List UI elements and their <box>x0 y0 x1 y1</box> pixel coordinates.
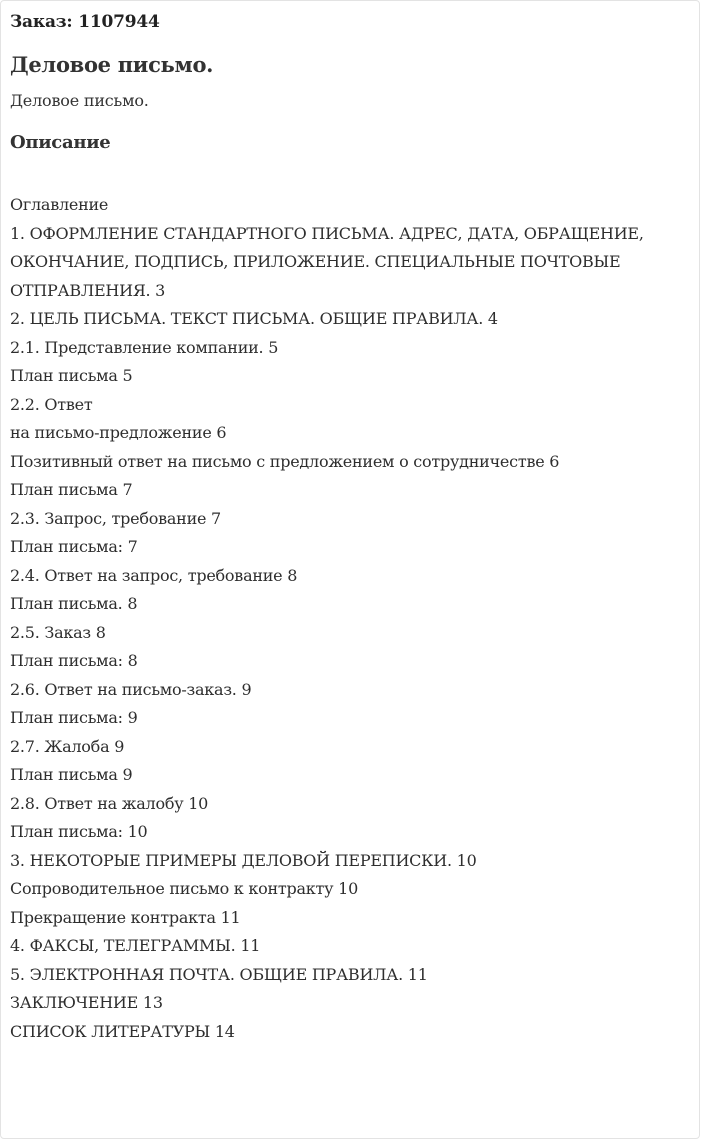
table-of-contents <box>10 191 690 1046</box>
toc-line: План письма: 7 <box>10 537 138 556</box>
toc-line: 2.5. Заказ 8 <box>10 622 106 642</box>
toc-line: План письма: 9 <box>10 708 138 727</box>
order-number: Заказ: 1107944 <box>10 12 160 32</box>
toc-line: на письмо-предложение 6 <box>10 423 227 442</box>
toc-line: 2.3. Запрос, требование 7 <box>10 508 221 528</box>
toc-line: 3. НЕКОТОРЫЕ ПРИМЕРЫ ДЕЛОВОЙ ПЕРЕПИСКИ. 10 <box>10 850 477 870</box>
toc-line: План письма 9 <box>10 765 133 784</box>
toc-line: 2.8. Ответ на жалобу 10 <box>10 793 209 813</box>
toc-line: Позитивный ответ на письмо с предложением о сотрудничестве 6 <box>10 451 560 471</box>
toc-line: План письма. 8 <box>10 594 138 613</box>
toc-heading: Оглавление <box>10 195 109 214</box>
toc-line: Сопроводительное письмо к контракту 10 <box>10 879 359 898</box>
toc-line: Прекращение контракта 11 <box>10 907 241 927</box>
document-subtitle: Деловое письмо. <box>10 91 149 110</box>
toc-line: План письма 7 <box>10 480 133 499</box>
document-title: Деловое письмо. <box>10 52 214 77</box>
toc-line: ЗАКЛЮЧЕНИЕ 13 <box>10 993 163 1012</box>
toc-line: План письма: 8 <box>10 651 138 670</box>
toc-line: СПИСОК ЛИТЕРАТУРЫ 14 <box>10 1021 235 1041</box>
toc-line: 5. ЭЛЕКТРОННАЯ ПОЧТА. ОБЩИЕ ПРАВИЛА. 11 <box>10 964 428 984</box>
toc-line: ОКОНЧАНИЕ, ПОДПИСЬ, ПРИЛОЖЕНИЕ. СПЕЦИАЛЬНЫЕ ПОЧТОВЫЕ <box>10 252 621 271</box>
toc-line: 2.1. Представление компании. 5 <box>10 337 279 357</box>
description-heading: Описание <box>10 132 111 153</box>
toc-line: План письма 5 <box>10 366 133 385</box>
toc-line: 1. ОФОРМЛЕНИЕ СТАНДАРТНОГО ПИСЬМА. АДРЕС, ДАТА, ОБРАЩЕНИЕ, <box>10 223 644 243</box>
toc-line: 4. ФАКСЫ, ТЕЛЕГРАММЫ. 11 <box>10 936 261 955</box>
toc-line: План письма: 10 <box>10 822 148 841</box>
toc-line: 2.2. Ответ <box>10 394 93 414</box>
toc-line: 2. ЦЕЛЬ ПИСЬМА. ТЕКСТ ПИСЬМА. ОБЩИЕ ПРАВИЛА. 4 <box>10 309 498 328</box>
toc-line: 2.6. Ответ на письмо-заказ. 9 <box>10 679 252 699</box>
toc-line: 2.7. Жалоба 9 <box>10 736 125 756</box>
toc-line: 2.4. Ответ на запрос, требование 8 <box>10 565 298 585</box>
toc-line: ОТПРАВЛЕНИЯ. 3 <box>10 280 166 300</box>
